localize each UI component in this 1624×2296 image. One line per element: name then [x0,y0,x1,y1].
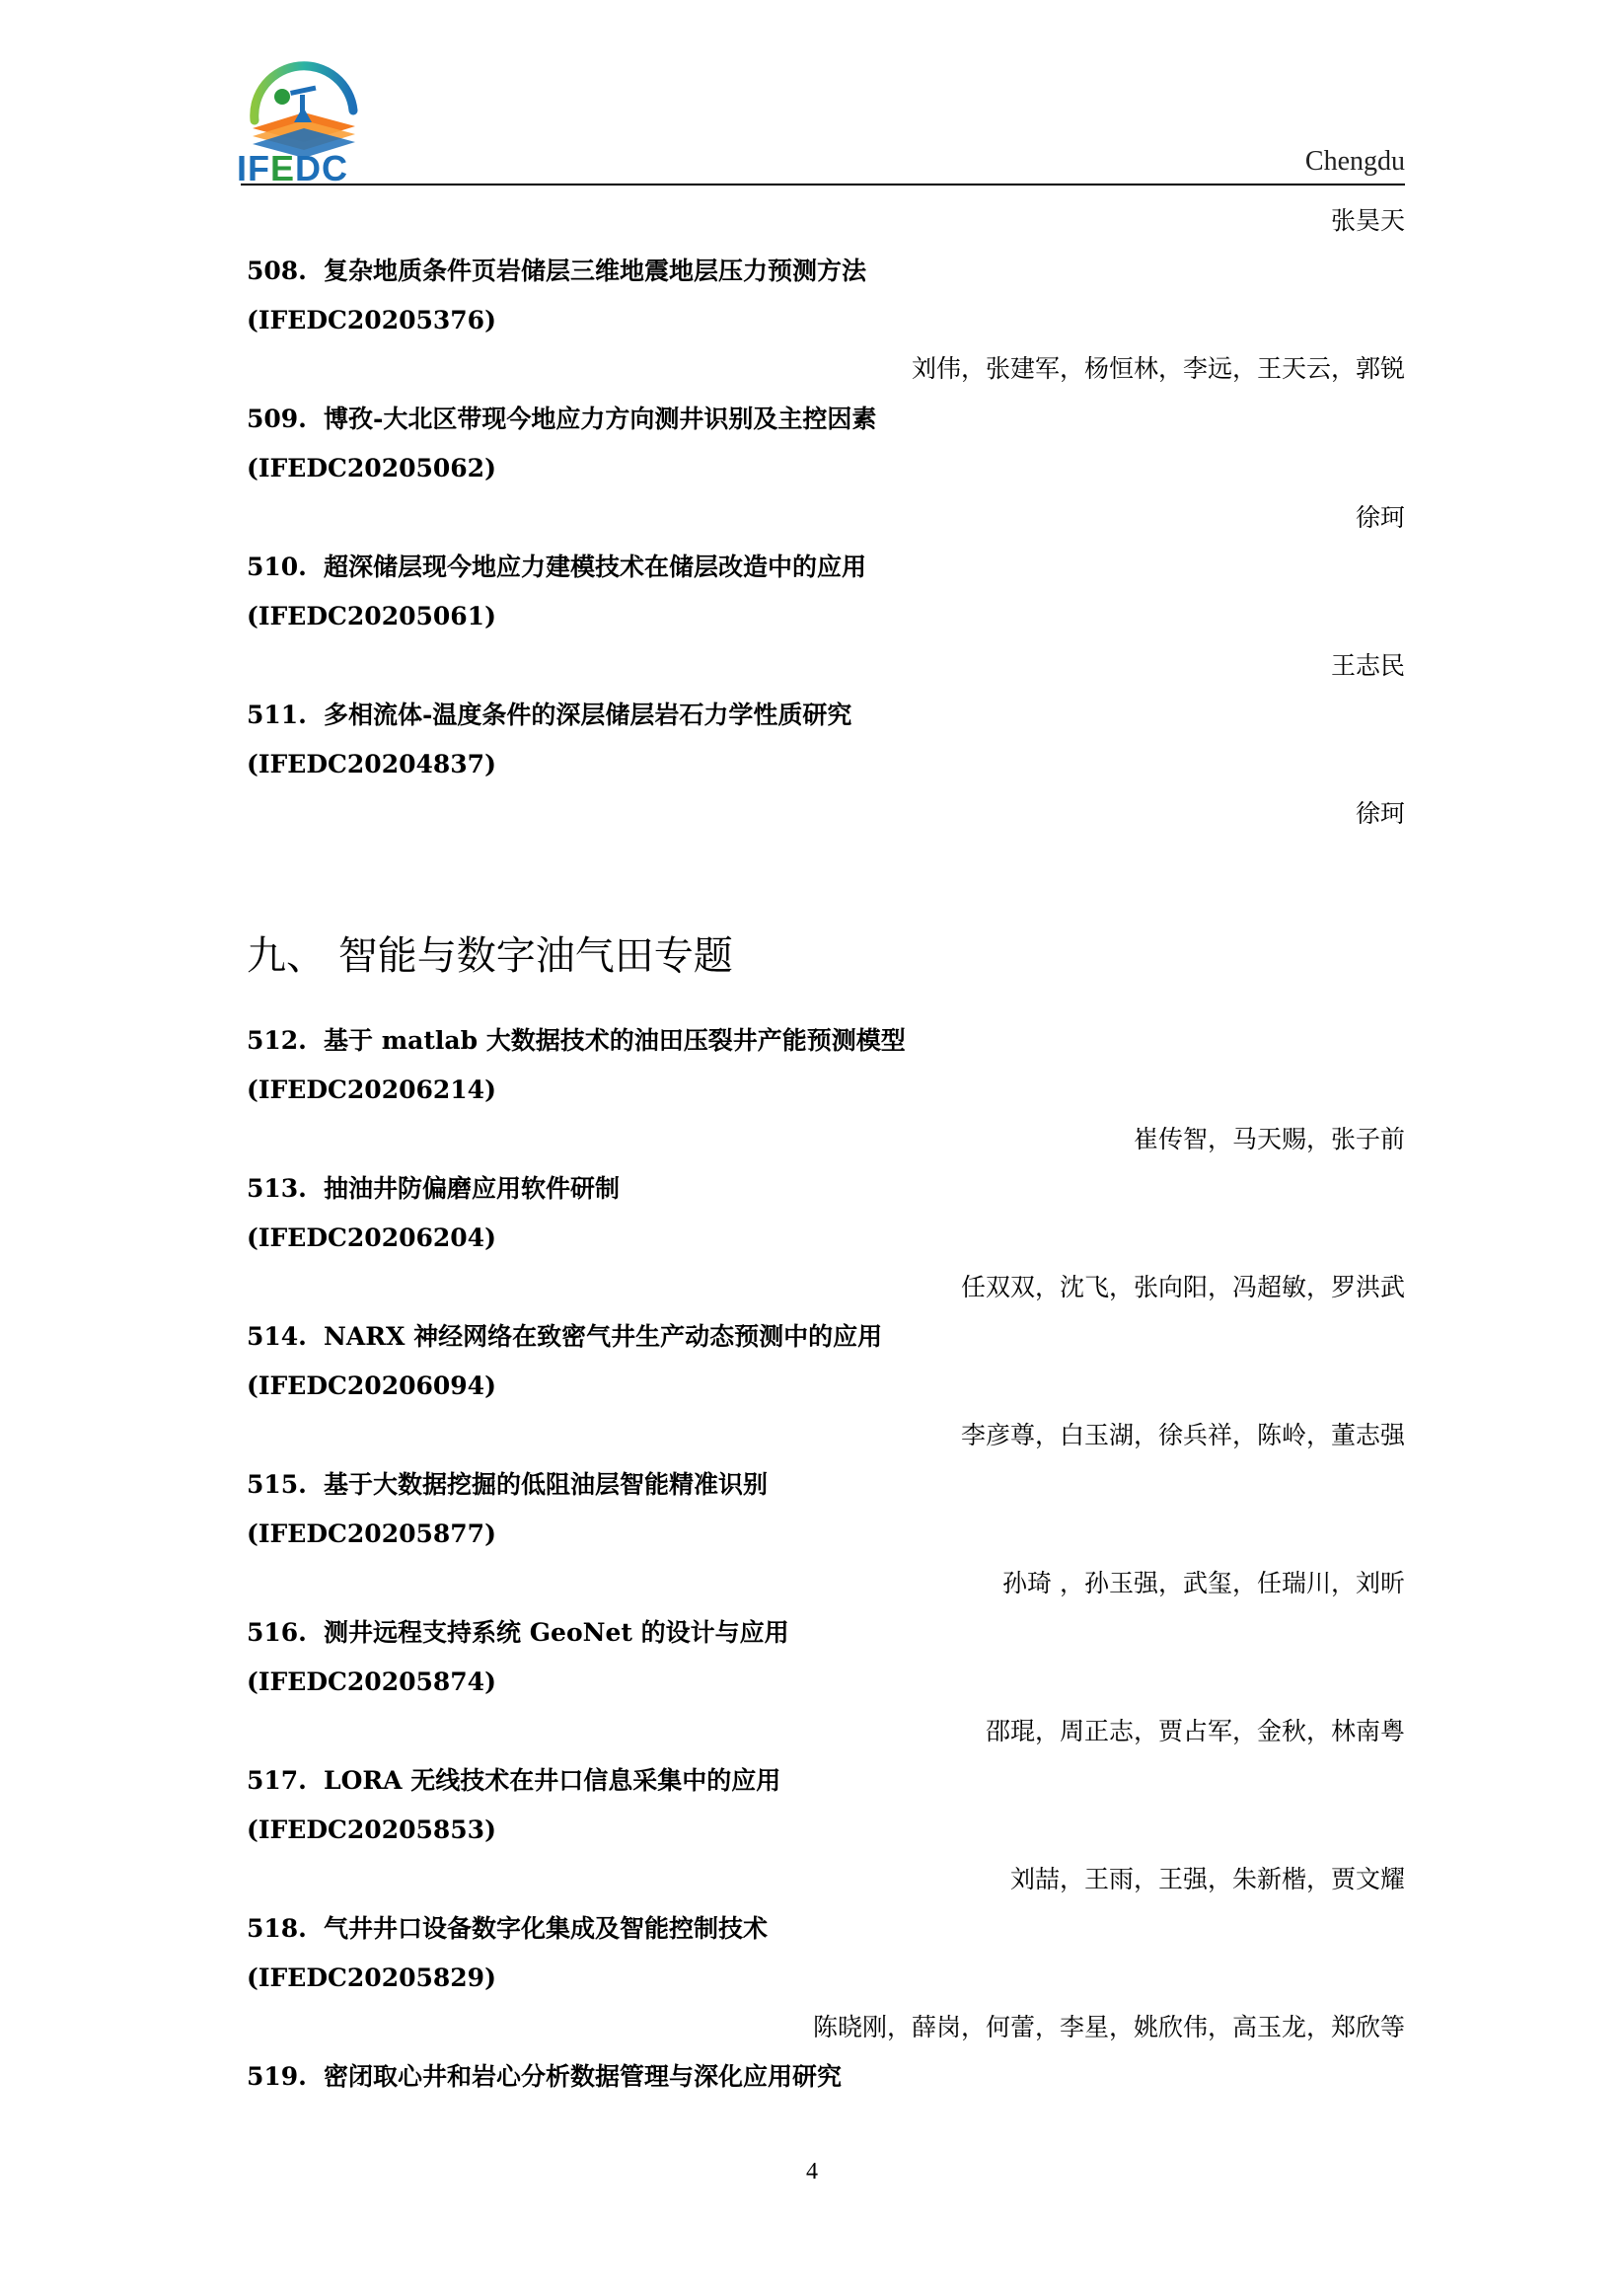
entry-authors: 陈晓刚，薛岗，何蕾，李星，姚欣伟，高玉龙，郑欣等 [812,2013,1405,2041]
entry-authors: 张昊天 [1330,206,1405,235]
entry-code: (IFEDC20205062) [247,454,496,482]
entry-authors: 任双双，沈飞，张向阳，冯超敏，罗洪武 [960,1273,1405,1301]
entry-code: (IFEDC20206094) [247,1371,496,1400]
entry-code: (IFEDC20205829) [247,1963,496,1992]
entry-authors: 邵琨，周正志，贾占军，金秋，林南粤 [985,1717,1405,1745]
entry-title: 511. 多相流体-温度条件的深层储层岩石力学性质研究 [247,701,852,729]
header-city: Chengdu [1304,146,1405,177]
entry-code: (IFEDC20206214) [247,1075,496,1104]
entry-code: (IFEDC20205874) [247,1667,496,1696]
header-rule [241,184,1405,185]
entry-title: 508. 复杂地质条件页岩储层三维地震地层压力预测方法 [247,257,867,285]
entry-code: (IFEDC20205061) [247,602,496,630]
entry-authors: 崔传智，马天赐，张子前 [1133,1125,1405,1153]
entry-authors: 徐珂 [1355,503,1405,532]
entry-title: 517. LORA 无线技术在井口信息采集中的应用 [247,1766,781,1795]
entry-title: 509. 博孜-大北区带现今地应力方向测井识别及主控因素 [247,405,877,433]
entry-code: (IFEDC20206204) [247,1223,496,1252]
entry-title: 513. 抽油井防偏磨应用软件研制 [247,1174,621,1203]
entry-authors: 孙琦 ，孙玉强，武玺，任瑞川，刘昕 [1002,1569,1405,1597]
entry-title: 518. 气井井口设备数字化集成及智能控制技术 [247,1914,769,1943]
entry-title: 510. 超深储层现今地应力建模技术在储层改造中的应用 [247,553,867,581]
entry-code: (IFEDC20205877) [247,1519,496,1548]
logo-text: IFEDC [237,148,349,188]
page-number: 4 [806,2159,818,2185]
entry-authors: 李彦尊，白玉湖，徐兵祥，陈岭，董志强 [960,1421,1405,1449]
entry-authors: 徐珂 [1355,799,1405,828]
entry-title: 512. 基于 matlab 大数据技术的油田压裂井产能预测模型 [247,1026,906,1055]
entry-authors: 王志民 [1330,651,1405,680]
section-heading: 九、 智能与数字油气田专题 [247,933,733,979]
entry-authors: 刘伟，张建军，杨恒林，李远，王天云，郭锐 [911,354,1405,383]
entry-code: (IFEDC20205376) [247,306,496,334]
entry-title: 514. NARX 神经网络在致密气井生产动态预测中的应用 [247,1322,883,1351]
entry-authors: 刘喆，王雨，王强，朱新楷，贾文耀 [1009,1865,1405,1893]
entry-title: 515. 基于大数据挖掘的低阻油层智能精准识别 [247,1470,769,1499]
entry-code: (IFEDC20204837) [247,750,496,778]
entry-title: 516. 测井远程支持系统 GeoNet 的设计与应用 [247,1618,789,1647]
entry-code: (IFEDC20205853) [247,1815,496,1844]
entry-title: 519. 密闭取心井和岩心分析数据管理与深化应用研究 [247,2062,843,2091]
